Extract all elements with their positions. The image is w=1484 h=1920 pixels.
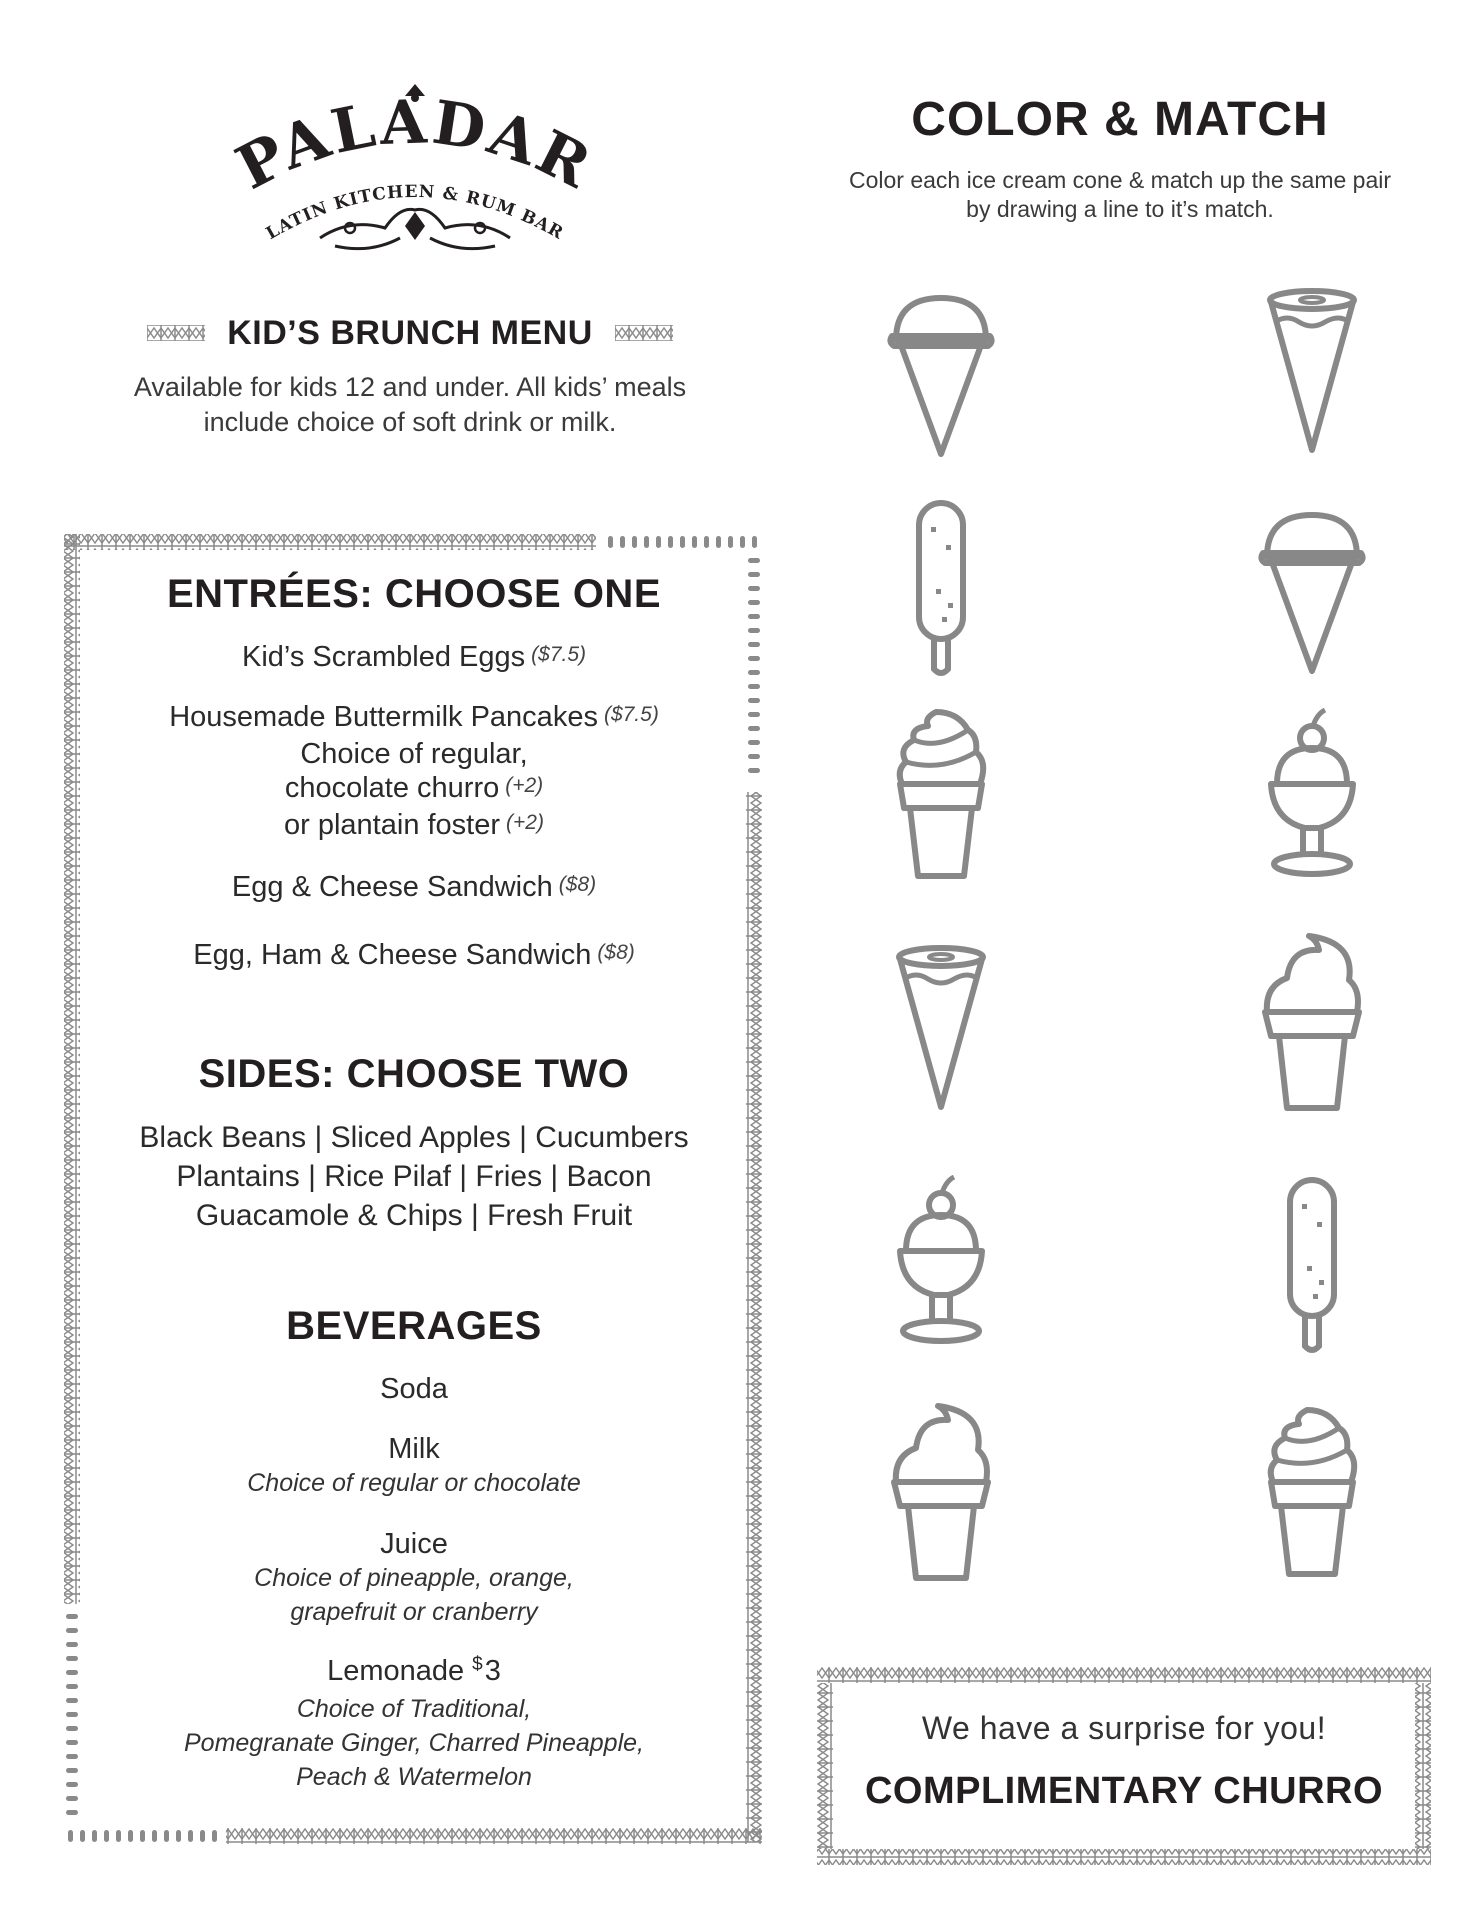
filled-cone-icon[interactable] xyxy=(876,935,1006,1125)
beverage-note: Choice of pineapple, orange, xyxy=(254,1564,574,1592)
entree-name: Kid’s Scrambled Eggs xyxy=(241,641,526,673)
sides-line: Plantains | Rice Pilaf | Fries | Bacon xyxy=(176,1160,652,1193)
kids-menu-title: KID’S BRUNCH MENU xyxy=(227,313,593,352)
beverage-note: grapefruit or cranberry xyxy=(290,1598,538,1626)
beverage-lemonade xyxy=(70,1654,758,1794)
entrees-title: ENTRÉES: CHOOSE ONE xyxy=(166,572,661,616)
beverage-milk xyxy=(70,1432,758,1500)
beverage-note: Pomegranate Ginger, Charred Pineapple, xyxy=(183,1729,644,1757)
kids-menu-header xyxy=(130,310,690,356)
soft-serve-cone-icon[interactable] xyxy=(1247,928,1377,1118)
surprise-border xyxy=(815,1665,1433,1867)
surprise-title: COMPLIMENTARY CHURRO xyxy=(864,1770,1384,1812)
popsicle-icon[interactable] xyxy=(876,493,1006,683)
entree-option-price: (+2) xyxy=(505,774,544,797)
beverage-price: 3 xyxy=(484,1655,501,1687)
entree-option: Choice of regular, xyxy=(300,738,528,770)
sundae-icon[interactable] xyxy=(1247,708,1377,898)
zigzag-ornament-right xyxy=(615,325,673,341)
beverage-soda: Soda xyxy=(380,1373,448,1405)
sides-title: SIDES: CHOOSE TWO xyxy=(198,1052,630,1096)
sundae-icon[interactable] xyxy=(876,1175,1006,1365)
currency-symbol: $ xyxy=(472,1654,483,1675)
entree-name: Egg, Ham & Cheese Sandwich xyxy=(193,939,592,971)
beverage-name: Lemonade xyxy=(327,1655,465,1687)
logo-tagline: LATIN KITCHEN & RUM BAR xyxy=(262,181,568,244)
surprise-message: We have a surprise for you! xyxy=(921,1710,1327,1746)
beverage-note: Choice of regular or chocolate xyxy=(247,1469,581,1497)
sides-line: Guacamole & Chips | Fresh Fruit xyxy=(195,1199,633,1232)
filled-cone-icon[interactable] xyxy=(1247,278,1377,468)
color-match-instructions xyxy=(800,166,1440,224)
color-match-title: COLOR & MATCH xyxy=(911,93,1329,146)
beverage-juice xyxy=(70,1527,758,1629)
entree-price: ($7.5) xyxy=(531,643,587,666)
entree-option-price: (+2) xyxy=(506,811,544,834)
swirl-cone-icon[interactable] xyxy=(876,700,1006,890)
popsicle-icon[interactable] xyxy=(1247,1170,1377,1360)
instructions-line: by drawing a line to it’s match. xyxy=(966,196,1274,222)
paladar-logo xyxy=(200,78,630,258)
zigzag-ornament-left xyxy=(147,325,205,341)
soft-serve-cone-icon[interactable] xyxy=(876,1398,1006,1588)
entree-option: or plantain foster xyxy=(284,809,501,841)
entree-item xyxy=(70,640,758,677)
beverage-note: Peach & Watermelon xyxy=(296,1763,532,1791)
instructions-line: Color each ice cream cone & match up the same pair xyxy=(848,167,1392,193)
logo-name: PALADAR xyxy=(225,87,604,204)
entree-price: ($8) xyxy=(558,873,597,896)
beverage-note: Choice of Traditional, xyxy=(296,1695,532,1723)
beverage-name: Juice xyxy=(380,1528,448,1560)
entree-item xyxy=(70,700,758,845)
entree-name: Egg & Cheese Sandwich xyxy=(231,871,553,903)
entree-option: chocolate churro xyxy=(284,772,500,804)
entree-name: Housemade Buttermilk Pancakes xyxy=(169,701,598,733)
sides-list xyxy=(70,1118,758,1235)
entree-item xyxy=(70,870,758,907)
swirl-cone-icon[interactable] xyxy=(1247,1398,1377,1588)
sides-line: Black Beans | Sliced Apples | Cucumbers xyxy=(139,1121,689,1154)
kids-menu-description: Available for kids 12 and under. All kids’ meals include choice of soft drink or milk. xyxy=(133,372,687,437)
entree-price: ($7.5) xyxy=(603,703,659,726)
beverages-title: BEVERAGES xyxy=(286,1304,542,1348)
beverage-name: Milk xyxy=(388,1433,440,1465)
entree-price: ($8) xyxy=(597,941,635,964)
entree-item xyxy=(70,938,758,975)
scoop-cone-icon[interactable] xyxy=(1247,495,1377,685)
scoop-cone-icon[interactable] xyxy=(876,278,1006,468)
